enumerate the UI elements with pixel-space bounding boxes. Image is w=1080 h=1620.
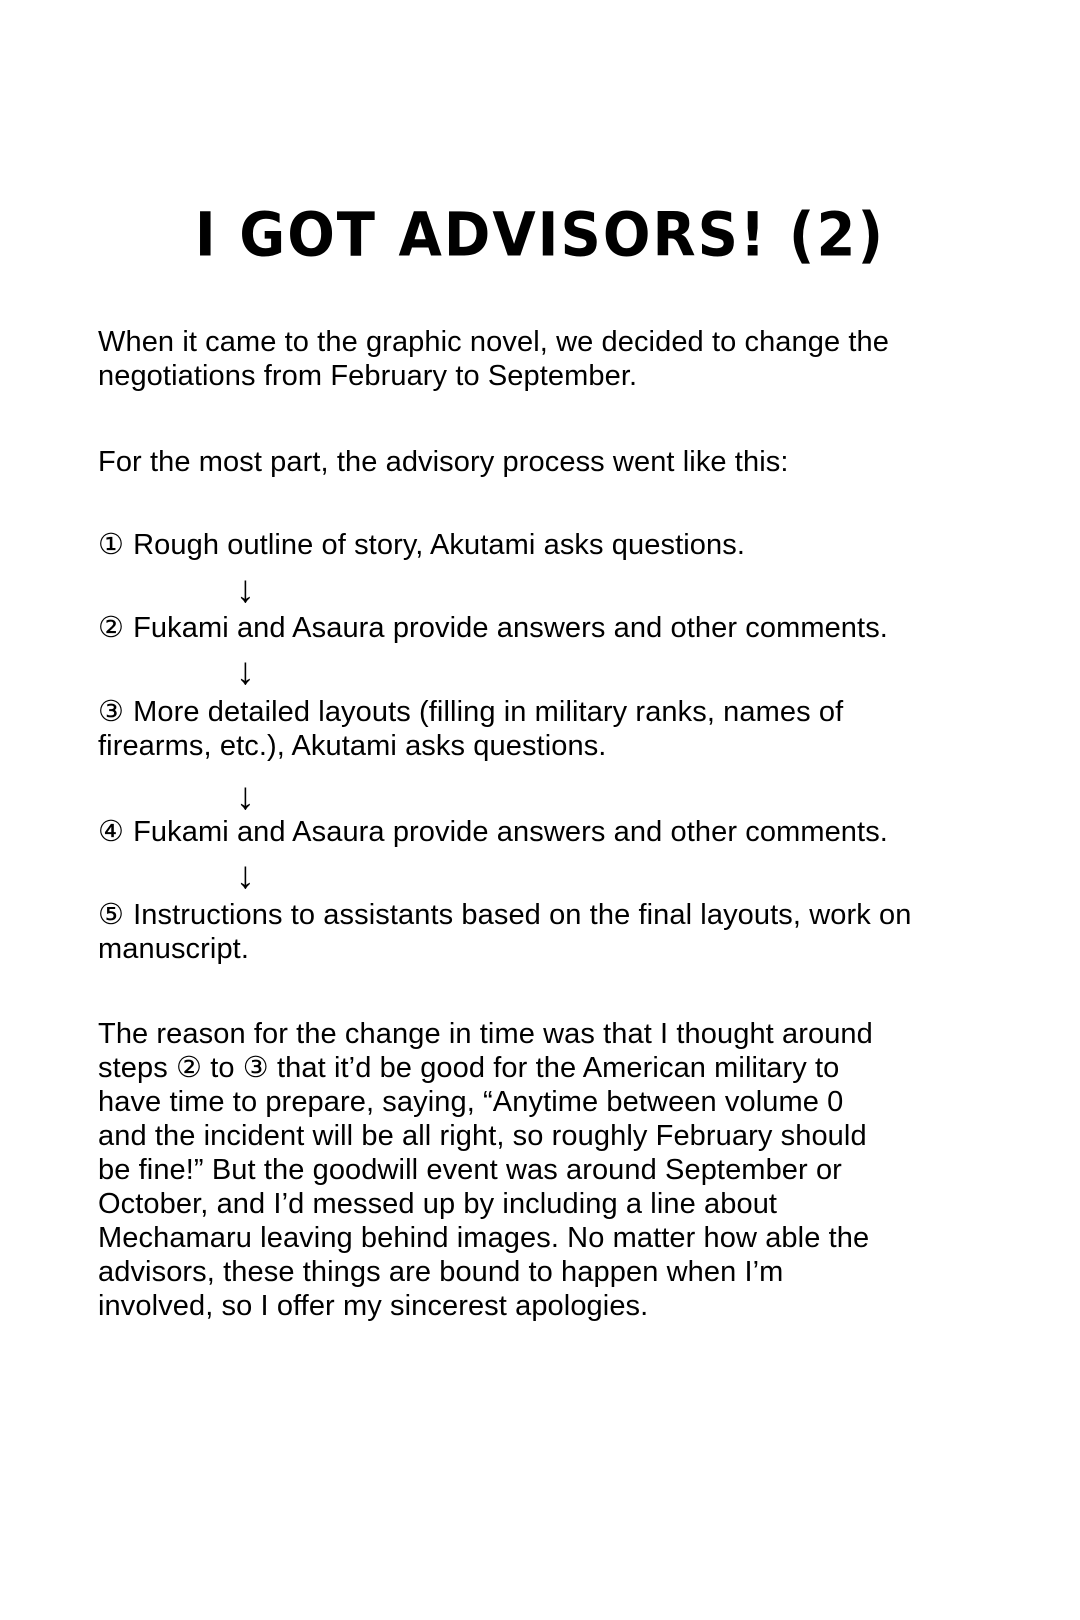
down-arrow-icon: ↓	[236, 855, 255, 897]
flow-step-5	[98, 898, 998, 966]
flow-step-2	[98, 611, 998, 645]
step-3-marker: ③	[98, 696, 125, 728]
flow-step-3	[98, 695, 998, 763]
step-5-marker: ⑤	[98, 899, 125, 931]
down-arrow-icon: ↓	[236, 651, 255, 693]
conclusion-paragraph: The reason for the change in time was that I thought around steps ② to ③ that it’d be good for the American military to have time to prepare, saying, “Anytime between volume 0 and the incident will be all right, so roughly February should be fine!” But the goodwill event was around September or October, and I’d messed up by including a line about Mechamaru leaving behind images. No matter how able the advisors, these things are bound to happen when I’m involved, so I offer my sincerest apologies.	[98, 1018, 873, 1322]
step-4-text: Fukami and Asaura provide answers and other comments.	[133, 816, 888, 848]
intro-paragraph: When it came to the graphic novel, we decided to change the negotiations from February to September.	[98, 326, 889, 392]
step-4-marker: ④	[98, 816, 125, 848]
flow-step-4	[98, 815, 998, 849]
step-2-text: Fukami and Asaura provide answers and other comments.	[133, 612, 888, 644]
step-1-text: Rough outline of story, Akutami asks questions.	[133, 529, 745, 561]
process-lead-paragraph: For the most part, the advisory process went like this:	[98, 446, 789, 478]
step-2-marker: ②	[98, 612, 125, 644]
step-5-text: Instructions to assistants based on the final layouts, work on manuscript.	[98, 899, 912, 965]
down-arrow-icon: ↓	[236, 776, 255, 818]
step-3-text: More detailed layouts (filling in military ranks, names of firearms, etc.), Akutami asks questions.	[98, 696, 844, 762]
down-arrow-icon: ↓	[236, 569, 255, 611]
page-title: I GOT ADVISORS! (2)	[194, 200, 886, 271]
step-1-marker: ①	[98, 529, 125, 561]
flow-step-1	[98, 528, 998, 562]
